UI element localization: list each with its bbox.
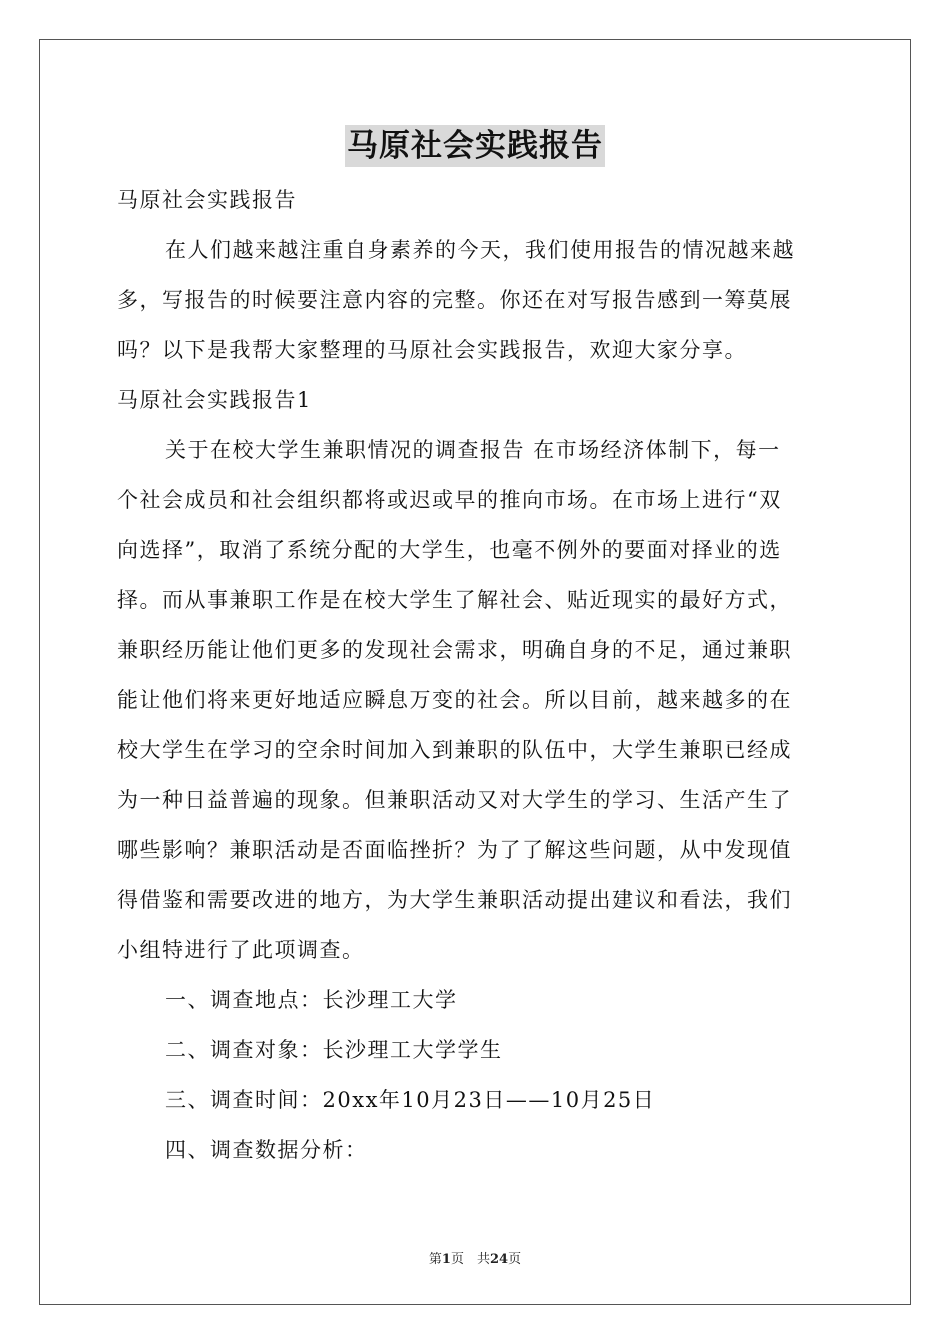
body-line: 在人们越来越注重自身素养的今天，我们使用报告的情况越来越	[165, 238, 795, 262]
document-title: 马原社会实践报告	[345, 125, 605, 167]
list-item: 四、调查数据分析：	[165, 1138, 368, 1162]
body-line: 兼职经历能让他们更多的发现社会需求，明确自身的不足，通过兼职	[117, 638, 792, 662]
body-line: 为一种日益普遍的现象。但兼职活动又对大学生的学习、生活产生了	[117, 788, 792, 812]
body-line: 校大学生在学习的空余时间加入到兼职的队伍中，大学生兼职已经成	[117, 738, 792, 762]
body-line: 能让他们将来更好地适应瞬息万变的社会。所以目前，越来越多的在	[117, 688, 792, 712]
body-line: 小组特进行了此项调查。	[117, 938, 365, 962]
footer-mid: 页 共	[450, 1252, 490, 1267]
body-line: 关于在校大学生兼职情况的调查报告 在市场经济体制下，每一	[165, 438, 781, 462]
body-line: 得借鉴和需要改进的地方，为大学生兼职活动提出建议和看法，我们	[117, 888, 792, 912]
page-footer	[0, 1248, 950, 1267]
body-line: 哪些影响？兼职活动是否面临挫折？为了了解这些问题，从中发现值	[117, 838, 792, 862]
body-line: 马原社会实践报告	[117, 188, 297, 212]
list-item: 一、调查地点：长沙理工大学	[165, 988, 458, 1012]
body-line: 向选择”，取消了系统分配的大学生，也毫不例外的要面对择业的选	[117, 538, 782, 562]
footer-suffix: 页	[508, 1252, 522, 1267]
body-line: 吗？以下是我帮大家整理的马原社会实践报告，欢迎大家分享。	[117, 338, 747, 362]
list-item: 二、调查对象：长沙理工大学学生	[165, 1038, 503, 1062]
list-item: 三、调查时间：20xx年10月23日——10月25日	[165, 1088, 656, 1112]
body-line: 个社会成员和社会组织都将或迟或早的推向市场。在市场上进行“双	[117, 488, 782, 512]
title-container	[0, 125, 950, 167]
section-heading: 马原社会实践报告1	[117, 388, 312, 412]
footer-prefix: 第	[428, 1252, 442, 1267]
current-page-number: 1	[441, 1252, 451, 1267]
body-line: 择。而从事兼职工作是在校大学生了解社会、贴近现实的最好方式，	[117, 588, 792, 612]
total-page-number: 24	[489, 1252, 509, 1267]
body-line: 多，写报告的时候要注意内容的完整。你还在对写报告感到一筹莫展	[117, 288, 792, 312]
document-body	[117, 175, 833, 1175]
